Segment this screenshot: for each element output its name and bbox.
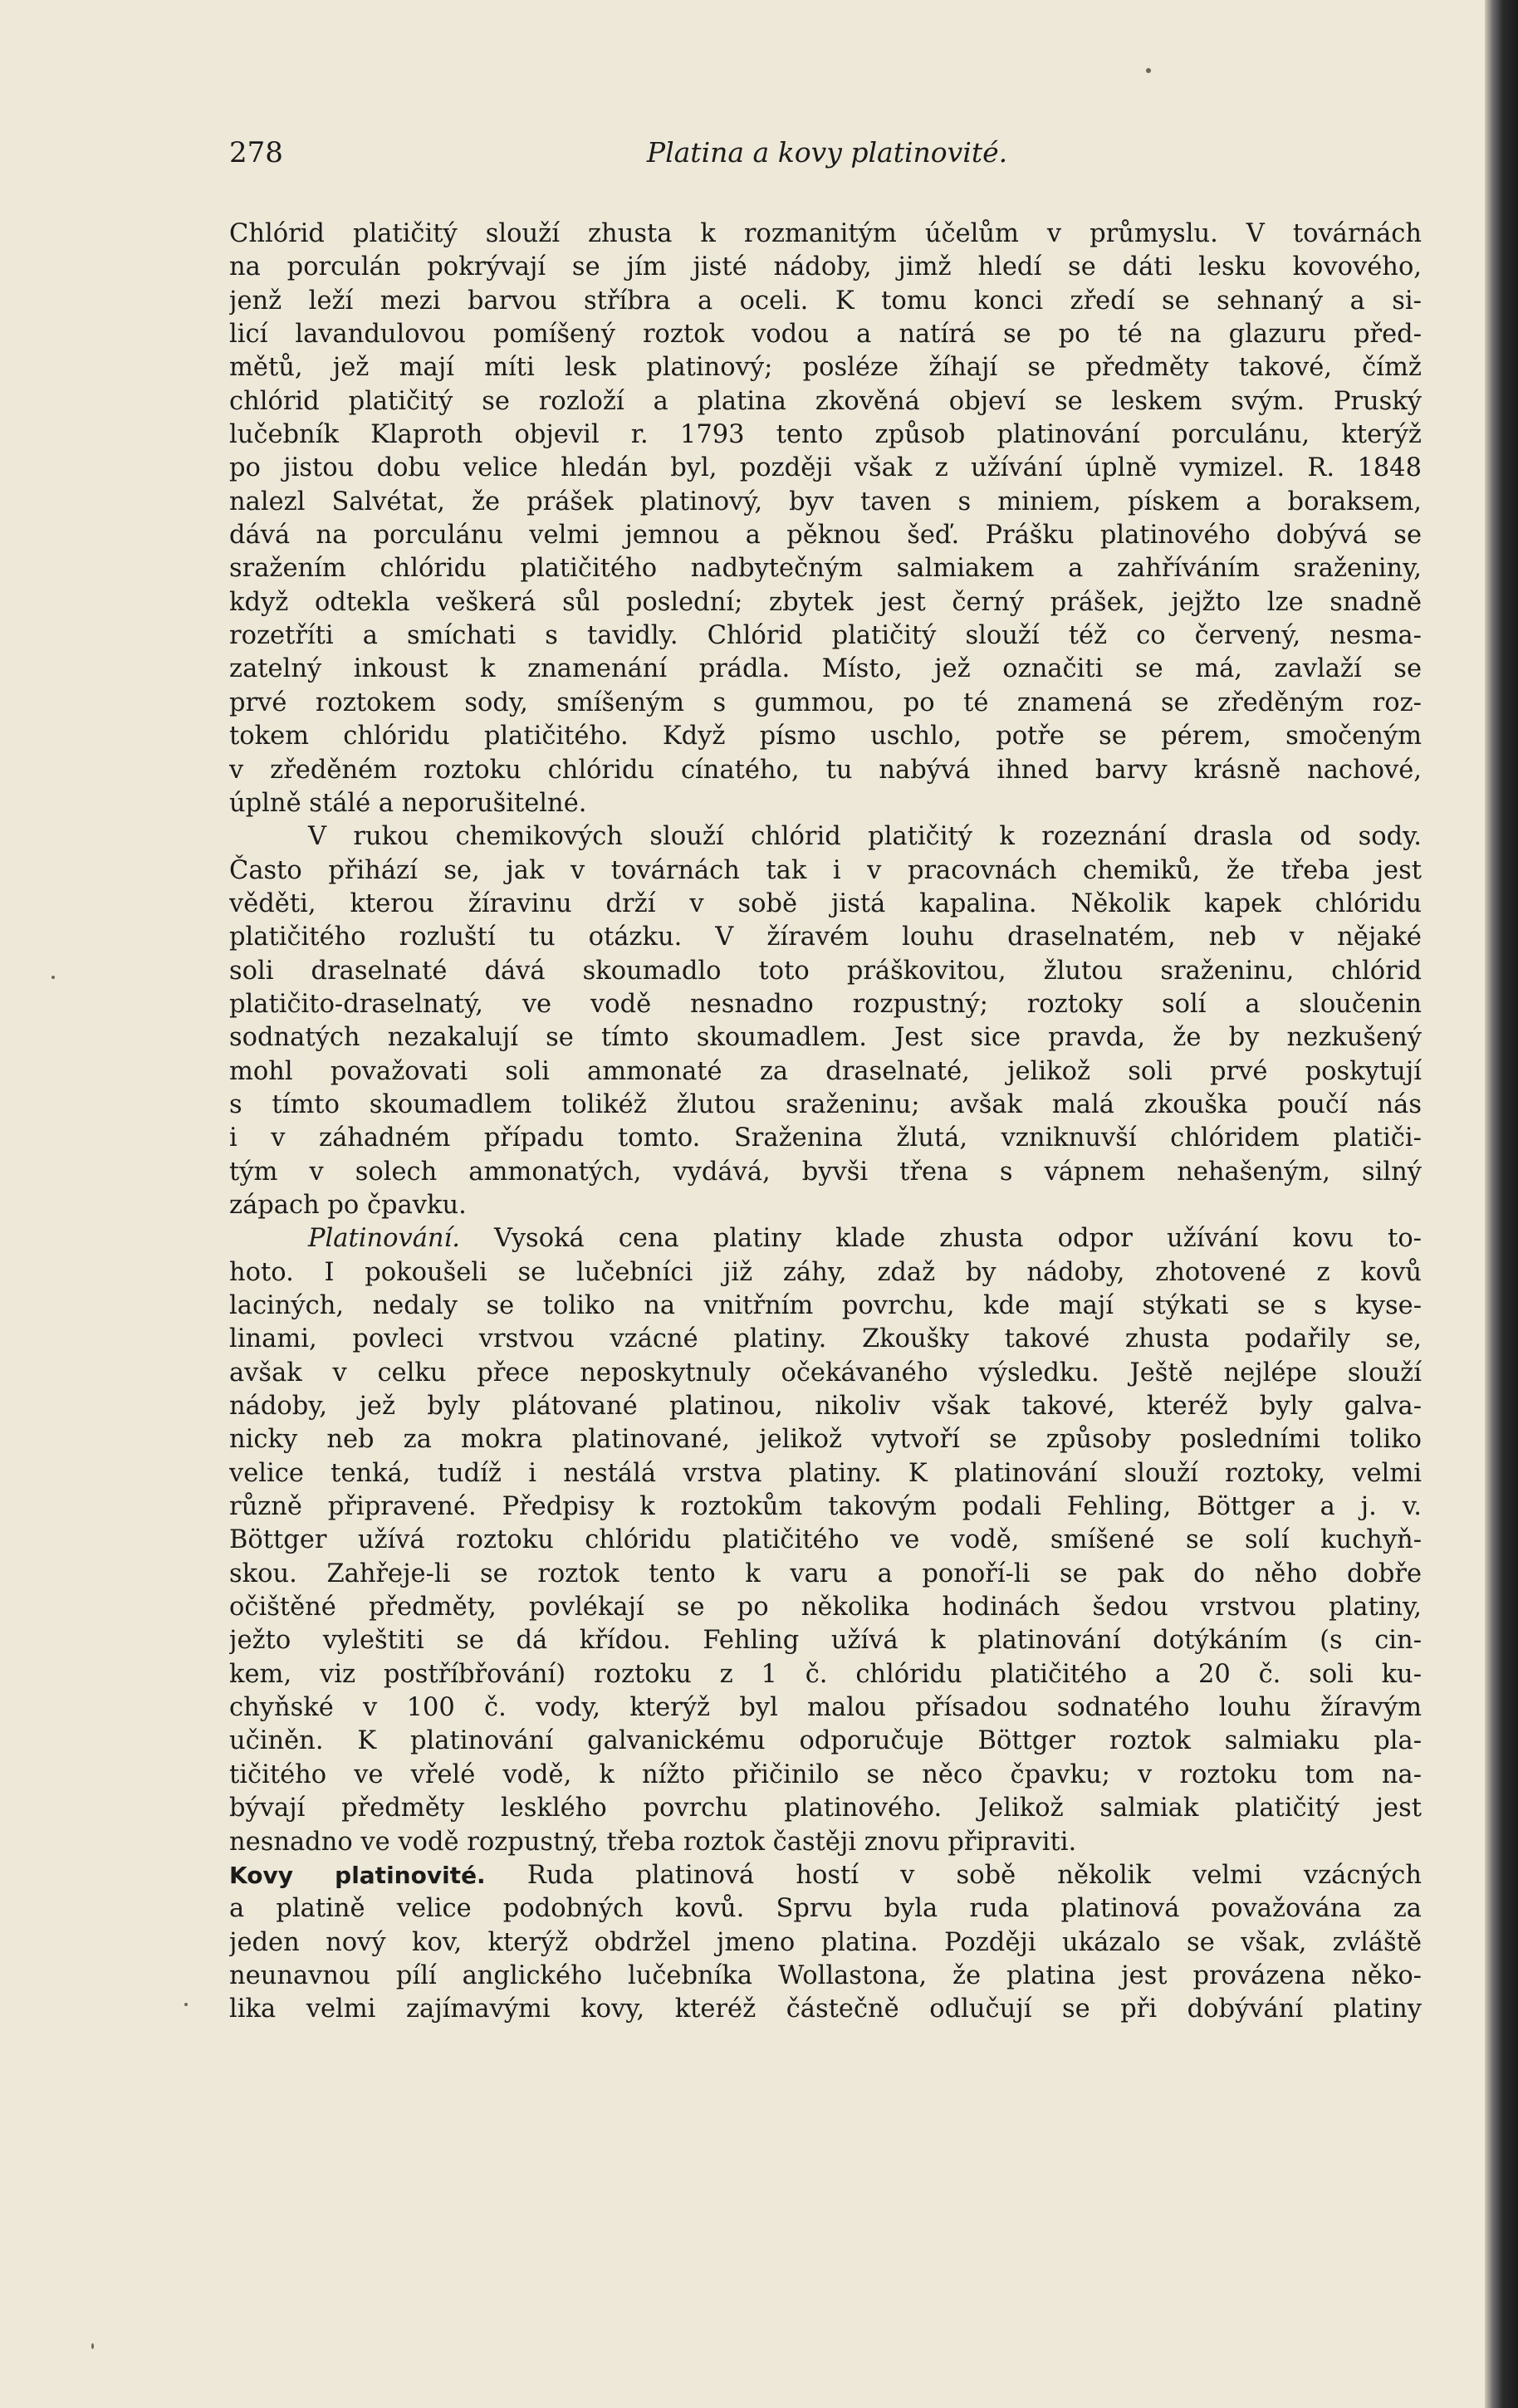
text-line: i v záhadném případu tomto. Sraženina žlutá, vzniknuvší chlóridem platiči- — [229, 1123, 1422, 1153]
text-line: učiněn. K platinování galvanickému odporučuje Böttger roztok salmiaku pla- — [229, 1726, 1422, 1756]
text-line: rozetříti a smíchati s tavidly. Chlórid platičitý slouží též co červený, nesma- — [229, 621, 1422, 651]
text-line: jeden nový kov, kterýž obdržel jmeno platina. Později ukázalo se však, zvláště — [229, 1927, 1422, 1957]
text-line: lučebník Klaproth objevil r. 1793 tento způsob platinování porculánu, kterýž — [229, 420, 1422, 450]
text-line: Böttger užívá roztoku chlóridu platičitého ve vodě, smíšené se solí kuchyň- — [229, 1525, 1422, 1555]
text-line: bývají předměty lesklého povrchu platinového. Jelikož salmiak platičitý jest — [229, 1794, 1422, 1823]
text-line: nádoby, jež byly plátované platinou, nikoliv však takové, kteréž byly galva- — [229, 1392, 1422, 1422]
text-line: a platině velice podobných kovů. Sprvu byla ruda platinová považována za — [229, 1894, 1422, 1924]
text-line: očištěné předměty, povlékají se po několika hodinách šedou vrstvou platiny, — [229, 1593, 1422, 1622]
scan-speck — [1146, 68, 1151, 73]
text-line-rest: Vysoká cena platiny klade zhusta odpor užívání kovu to- — [494, 1224, 1422, 1254]
text-line: laciných, nedaly se toliko na vnitřním povrchu, kde mají stýkati se s kyse- — [229, 1291, 1422, 1320]
text-line: dává na porculánu velmi jemnou a pěknou šeď. Prášku platinového dobývá se — [229, 521, 1422, 551]
body-text — [229, 218, 1422, 2027]
scan-speck — [184, 2003, 188, 2006]
text-line: avšak v celku přece neposkytnuly očekávaného výsledku. Ještě nejlépe slouží — [229, 1358, 1422, 1388]
text-line: Často přihází se, jak v továrnách tak i v pracovnách chemiků, že třeba jest — [229, 855, 1422, 885]
scan-speck — [51, 976, 55, 979]
text-line: ježto vyleštiti se dá křídou. Fehling užívá k platinování dotýkáním (s cin- — [229, 1626, 1422, 1656]
text-line: platičitého rozluští tu otázku. V žíravém louhu draselnatém, neb v nějaké — [229, 923, 1422, 952]
text-line: jenž leží mezi barvou stříbra a oceli. K tomu konci zředí se sehnaný a si- — [229, 286, 1422, 316]
page-header — [229, 136, 1422, 178]
text-line: s tímto skoumadlem tolikéž žlutou sraženinu; avšak malá zkouška poučí nás — [229, 1089, 1422, 1119]
text-line: zápach po čpavku. — [229, 1190, 467, 1220]
text-line: mohl považovati soli ammonaté za draselnaté, jelikož soli prvé poskytují — [229, 1056, 1422, 1086]
text-line: skou. Zahřeje-li se roztok tento k varu a ponoří-li se pak do něho dobře — [229, 1559, 1422, 1588]
scan-speck — [91, 2343, 94, 2349]
text-line: neunavnou pílí anglického lučebníka Wollastona, že platina jest provázena něko- — [229, 1960, 1422, 1990]
text-line: nalezl Salvétat, že prášek platinový, byv taven s miniem, pískem a boraksem, — [229, 487, 1422, 516]
text-line: když odtekla veškerá sůl poslední; zbytek jest černý prášek, jejžto lze snadně — [229, 587, 1422, 617]
text-line: v zředěném roztoku chlóridu cínatého, tu nabývá ihned barvy krásně nachové, — [229, 755, 1422, 785]
section-label: Platinování. — [308, 1224, 460, 1254]
text-line: chlórid platičitý se rozloží a platina zkověná objeví se leskem svým. Pruský — [229, 386, 1422, 416]
text-line: úplně stálé a neporušitelné. — [229, 788, 587, 818]
text-line: různě připravené. Předpisy k roztokům takovým podali Fehling, Böttger a j. v. — [229, 1492, 1422, 1522]
text-line: mětů, jež mají míti lesk platinový; posléze žíhají se předměty takové, čímž — [229, 353, 1422, 383]
page-number: 278 — [229, 136, 283, 169]
text-line: po jistou dobu velice hledán byl, později však z užívání úplně vymizel. R. 1848 — [229, 453, 1422, 483]
text-line: velice tenká, tudíž i nestálá vrstva platiny. K platinování slouží roztoky, velmi — [229, 1458, 1422, 1488]
text-line: na porculán pokrývají se jím jisté nádoby, jimž hledí se dáti lesku kovového, — [229, 252, 1422, 282]
text-line: sražením chlóridu platičitého nadbytečným salmiakem a zahříváním sraženiny, — [229, 554, 1422, 584]
text-line: prvé roztokem sody, smíšeným s gummou, po té znamená se zředěným roz- — [229, 688, 1422, 717]
text-line — [229, 1222, 1422, 1255]
text-line: tičitého ve vřelé vodě, k nížto přičinilo se něco čpavku; v roztoku tom na- — [229, 1760, 1422, 1789]
scan-edge — [1485, 0, 1518, 2408]
text-line: nesnadno ve vodě rozpustný, třeba roztok častěji znovu připraviti. — [229, 1827, 1077, 1857]
text-line: Chlórid platičitý slouží zhusta k rozmanitým účelům v průmyslu. V továrnách — [229, 219, 1422, 248]
paragraph-chemist-use — [229, 820, 1422, 1222]
text-line: lika velmi zajímavými kovy, kteréž částečně odlučují se při dobývání platiny — [229, 1994, 1422, 2024]
text-line: V rukou chemikových slouží chlórid platičitý k rozeznání drasla od sody. — [308, 822, 1422, 852]
text-line: tým v solech ammonatých, vydává, byvši třena s vápnem nehašeným, silný — [229, 1157, 1422, 1187]
running-title: Platina a kovy platinovité. — [646, 136, 1008, 169]
text-line: licí lavandulovou pomíšený roztok vodou a natírá se po té na glazuru před- — [229, 320, 1422, 350]
text-line: hoto. I pokoušeli se lučebníci již záhy, zdaž by nádoby, zhotovené z kovů — [229, 1257, 1422, 1287]
text-line: kem, viz postříbřování) roztoku z 1 č. chlóridu platičitého a 20 č. soli ku- — [229, 1659, 1422, 1689]
text-line: věděti, kterou žíravinu drží v sobě jistá kapalina. Několik kapek chlóridu — [229, 888, 1422, 918]
section-heading: Kovy platinovité. — [229, 1861, 486, 1889]
text-line: tokem chlóridu platičitého. Když písmo uschlo, potře se pérem, smočeným — [229, 722, 1422, 751]
paragraph-platinovani — [229, 1222, 1422, 1859]
text-line: nicky neb za mokra platinované, jelikož vytvoří se způsoby posledními toliko — [229, 1425, 1422, 1455]
paragraph-chlorid-uses — [229, 218, 1422, 820]
text-line: zatelný inkoust k znamenání prádla. Místo, jež označiti se má, zavlaží se — [229, 654, 1422, 684]
text-line: linami, povleci vrstvou vzácné platiny. Zkoušky takové zhusta podařily se, — [229, 1324, 1422, 1354]
text-line: platičito-draselnatý, ve vodě nesnadno rozpustný; roztoky solí a sloučenin — [229, 989, 1422, 1019]
text-line: soli draselnaté dává skoumadlo toto práškovitou, žlutou sraženinu, chlórid — [229, 956, 1422, 986]
text-line: sodnatých nezakalují se tímto skoumadlem. Jest sice pravda, že by nezkušený — [229, 1023, 1422, 1053]
paragraph-kovy-platinovite — [229, 1859, 1422, 2027]
text-line: chyňské v 100 č. vody, kterýž byl malou přísadou sodnatého louhu žíravým — [229, 1693, 1422, 1723]
text-line-rest: Ruda platinová hostí v sobě několik velmi vzácných — [526, 1860, 1422, 1890]
text-line — [229, 1859, 1422, 1892]
